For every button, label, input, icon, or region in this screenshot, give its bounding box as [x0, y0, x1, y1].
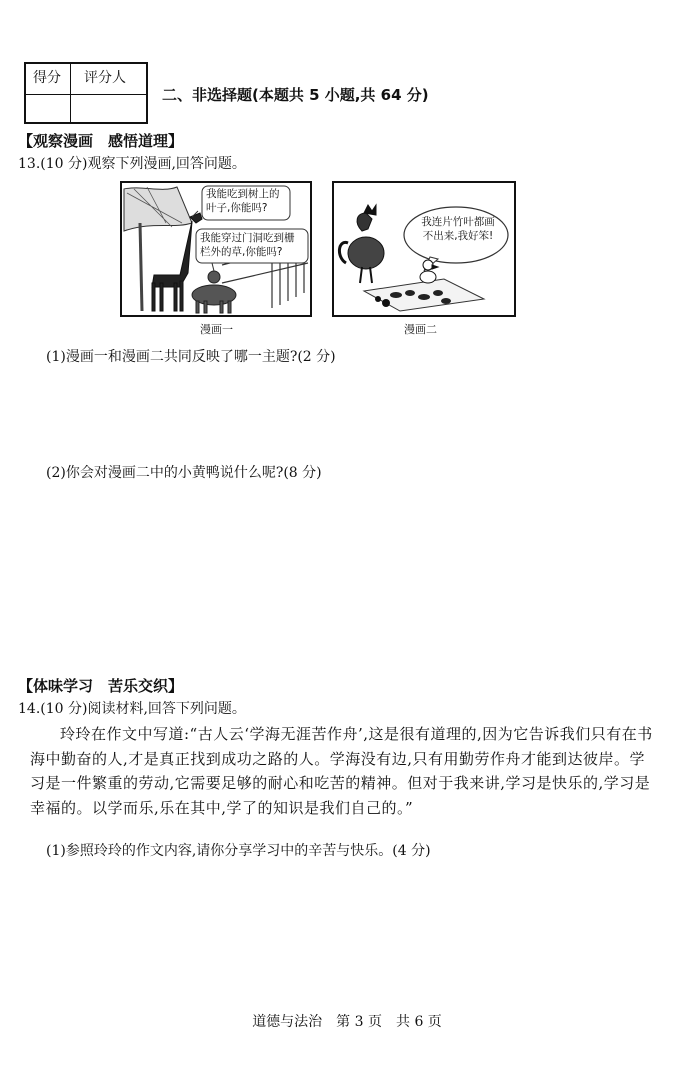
module-title-learning: 【体味学习 苦乐交织】	[18, 677, 184, 695]
score-label: 得分	[33, 70, 61, 86]
question-13-part-2: (2)你会对漫画二中的小黄鸭说什么呢?(8 分)	[46, 465, 322, 481]
comic-one-caption: 漫画一	[200, 323, 233, 336]
question-14: 14.(10 分)阅读材料,回答下列问题。	[18, 701, 246, 717]
page-footer: 道德与法治 第 3 页 共 6 页	[252, 1014, 442, 1030]
score-table	[24, 62, 148, 124]
comic-two	[332, 181, 516, 317]
reading-passage: 玲玲在作文中写道:“古人云‘学海无涯苦作舟’,这是很有道理的,因为它告诉我们只有在书海中勤奋的人,才是真正找到成功之路的人。学海没有边,只有用勤劳作舟才能到达彼岸。学习是一件繁重的劳动,它需要足够的耐心和吃苦的精神。但对于我来讲,学习是快乐的,学习是幸福的。以学而乐,乐在其中,学了的知识是我们自己的。”	[30, 725, 653, 817]
score-table-divider	[26, 94, 146, 95]
comic-one-bubble-line: 我能穿过门洞吃到栅	[200, 232, 295, 244]
comic-one-bubble-line: 栏外的草,你能吗?	[200, 246, 283, 258]
score-table-divider	[70, 64, 71, 122]
comic-one-bubble-line: 我能吃到树上的	[206, 188, 280, 200]
question-14-part-1: (1)参照玲玲的作文内容,请你分享学习中的辛苦与快乐。(4 分)	[46, 843, 431, 859]
question-13-part-1: (1)漫画一和漫画二共同反映了哪一主题?(2 分)	[46, 349, 336, 365]
comic-two-bubble-line: 我连片竹叶都画	[421, 216, 495, 228]
question-13: 13.(10 分)观察下列漫画,回答问题。	[18, 156, 246, 172]
comic-two-bubble-line: 不出来,我好笨!	[422, 230, 494, 242]
comic-one-bubble-line: 叶子,你能吗?	[206, 202, 268, 214]
section-title: 二、非选择题(本题共 5 小题,共 64 分)	[162, 86, 429, 104]
module-title-comics: 【观察漫画 感悟道理】	[18, 132, 184, 150]
comic-two-caption: 漫画二	[404, 323, 437, 336]
comic-one	[120, 181, 312, 317]
grader-label: 评分人	[84, 70, 126, 86]
comic-two-illustration	[334, 183, 514, 315]
